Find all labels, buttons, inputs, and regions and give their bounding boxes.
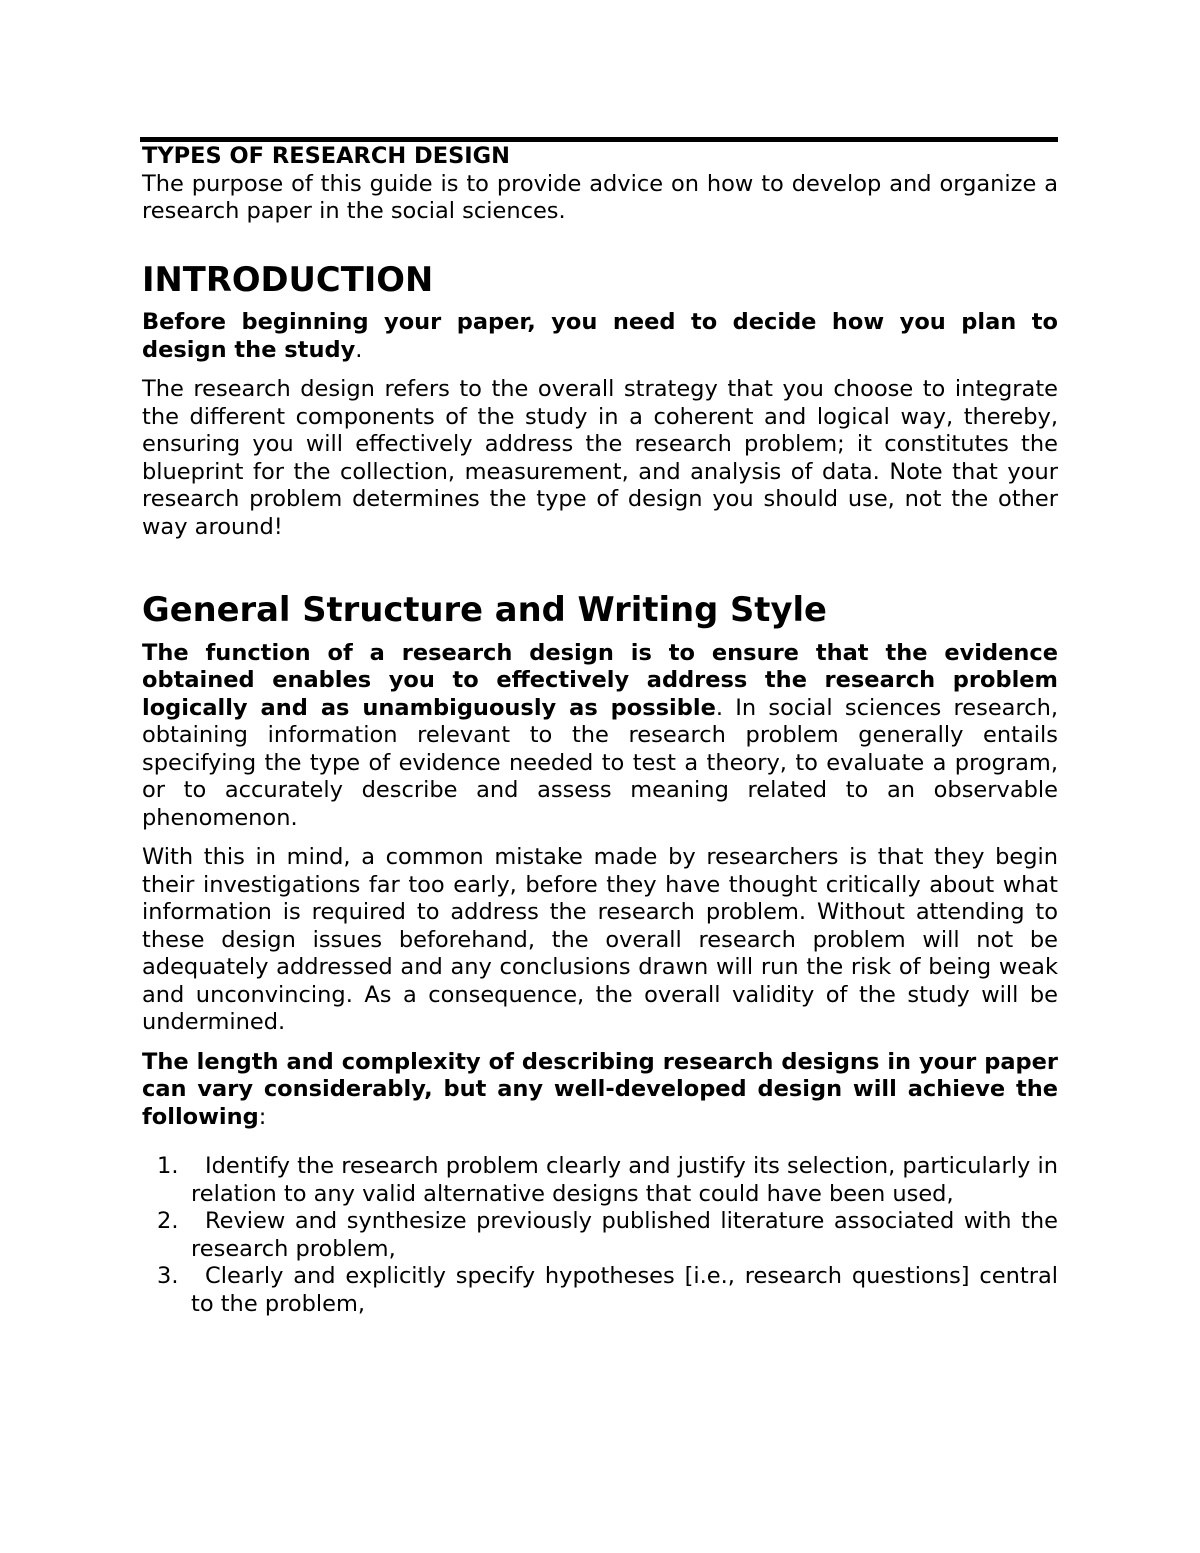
list-item-text: Review and synthesize previously published literature associated with the research problem, — [191, 1208, 1058, 1262]
list-item — [142, 1263, 1058, 1318]
introduction-lead — [142, 309, 1058, 364]
general-lead — [142, 640, 1058, 833]
list-lead-tail: : — [258, 1103, 267, 1130]
introduction-lead-bold: Before beginning your paper, you need to decide how you plan to design the study — [142, 309, 1058, 363]
general-lead-bold: The function of a research design is to ensure that the evidence obtained enables you to effectively address the research problem logically and as unambiguously as possible — [142, 639, 1058, 721]
list-item-text: Clearly and explicitly specify hypotheses [i.e., research questions] central to the problem, — [191, 1263, 1058, 1317]
list-item-text: Identify the research problem clearly and justify its selection, particularly in relation to any valid alternative designs that could have been used, — [191, 1153, 1058, 1207]
document-title: TYPES OF RESEARCH DESIGN — [142, 143, 510, 169]
intro-text: The purpose of this guide is to provide advice on how to develop and organize a research paper in the social sciences. — [142, 170, 1058, 224]
list-item — [142, 1153, 1058, 1208]
introduction-heading: INTRODUCTION — [142, 259, 434, 299]
list-item-number: 1. — [157, 1153, 179, 1179]
document-page — [142, 137, 1058, 1318]
list-item-number: 3. — [157, 1263, 179, 1289]
general-body: With this in mind, a common mistake made by researchers is that they begin their investigations far too early, before they have thought critically about what information is required to address the research problem. Without attending to these design issues beforehand, the overall research problem will not be adequately addressed and any conclusions drawn will run the risk of being weak and unconvincing. As a consequence, the overall validity of the study will be undermined. — [142, 844, 1058, 1035]
list-lead-bold: The length and complexity of describing research designs in your paper can vary considerably, but any well-developed design will achieve the following — [142, 1048, 1058, 1130]
list-lead — [142, 1049, 1058, 1132]
general-structure-heading: General Structure and Writing Style — [142, 590, 827, 629]
list-item — [142, 1208, 1058, 1263]
requirements-list — [142, 1153, 1058, 1318]
introduction-lead-tail: . — [355, 336, 363, 363]
list-item-number: 2. — [157, 1208, 179, 1234]
introduction-body: The research design refers to the overall strategy that you choose to integrate the different components of the study in a coherent and logical way, thereby, ensuring you will effectively address the research problem; it constitutes the blueprint for the collection, measurement, and analysis of data. Note that your research problem determines the type of design you should use, not the other way around! — [142, 376, 1058, 540]
general-lead-tail: . In social sciences research, obtaining information relevant to the research problem generally entails specifying the type of evidence needed to test a theory, to evaluate a program, or to accurately describe and assess meaning related to an observable phenomenon. — [142, 694, 1058, 831]
